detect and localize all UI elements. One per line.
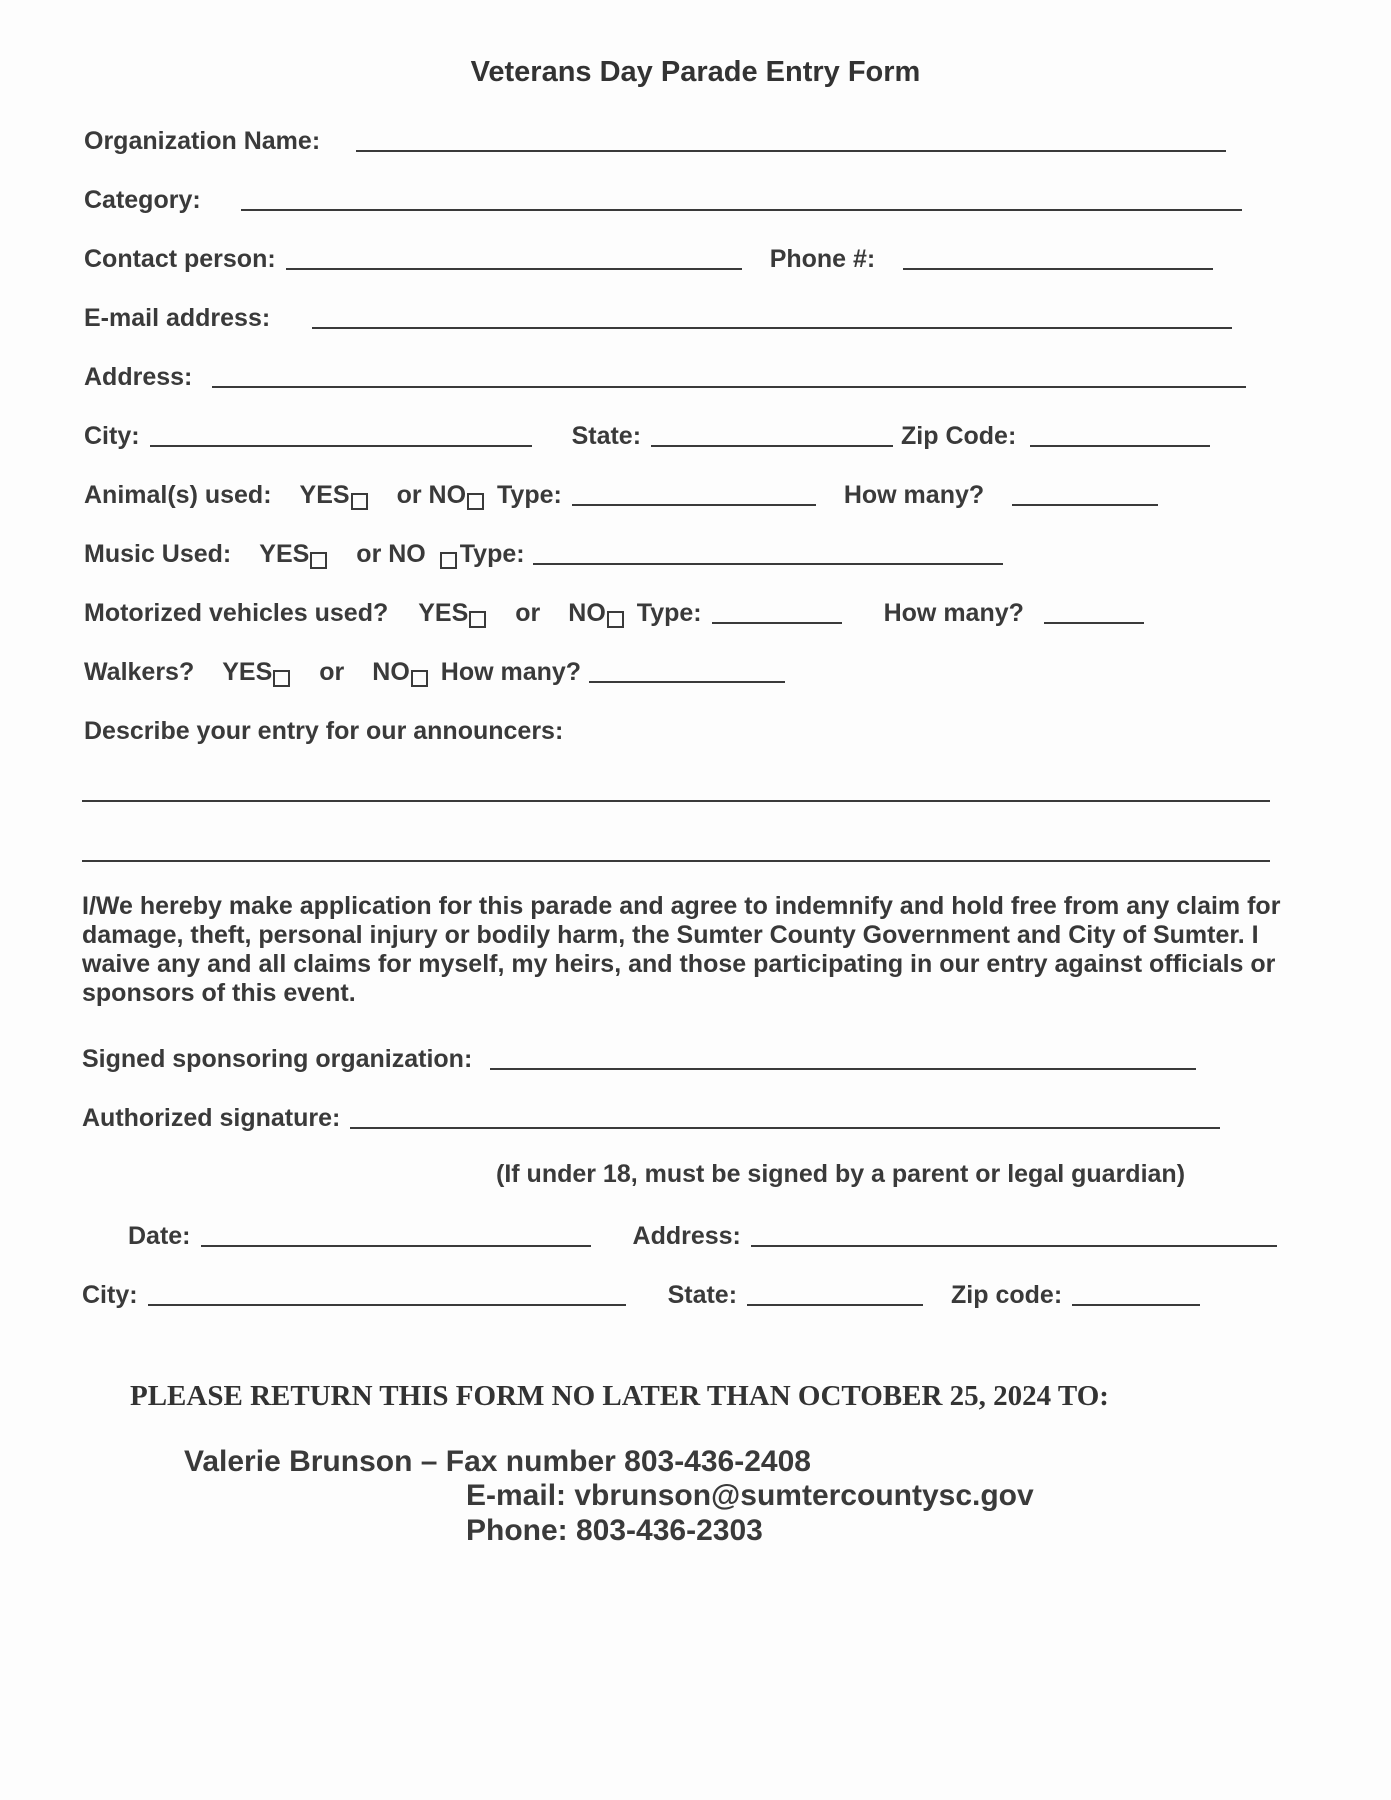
email-label: E-mail address: — [84, 304, 271, 332]
motorized-how-many-label: How many? — [883, 599, 1024, 627]
motorized-label: Motorized vehicles used? — [84, 599, 389, 627]
address-label: Address: — [84, 363, 193, 391]
walkers-no-checkbox[interactable] — [411, 670, 428, 687]
animals-or-no-label: or NO — [396, 481, 467, 509]
guardian-note: (If under 18, must be signed by a parent or legal guardian) — [496, 1160, 1186, 1188]
animals-how-many-label: How many? — [843, 481, 985, 509]
form-title: Veterans Day Parade Entry Form — [470, 56, 921, 88]
city-field[interactable] — [150, 421, 532, 447]
animals-used-label: Animal(s) used: — [84, 481, 272, 509]
describe-line-2[interactable] — [82, 860, 1270, 862]
sponsoring-org-field[interactable] — [490, 1044, 1196, 1070]
describe-label: Describe your entry for our announcers: — [84, 717, 564, 745]
motorized-how-many-field[interactable] — [1044, 598, 1144, 624]
authorized-signature-row — [82, 1097, 1220, 1133]
walkers-label: Walkers? — [84, 658, 195, 686]
contact-person-field[interactable] — [286, 244, 742, 270]
signer-zip-label: Zip code: — [951, 1281, 1063, 1309]
motorized-yes-checkbox[interactable] — [469, 611, 486, 628]
phone-field[interactable] — [903, 244, 1213, 270]
category-row — [84, 179, 1242, 215]
contact-row — [84, 238, 1213, 274]
motorized-yes-label: YES — [418, 599, 469, 627]
animals-type-label: Type: — [497, 481, 562, 509]
motorized-type-label: Type: — [636, 599, 702, 627]
signer-state-field[interactable] — [747, 1280, 923, 1306]
signer-state-label: State: — [667, 1281, 738, 1309]
organization-name-label: Organization Name: — [84, 127, 321, 155]
date-label: Date: — [128, 1222, 191, 1250]
sponsoring-org-label: Signed sponsoring organization: — [82, 1045, 473, 1073]
date-field[interactable] — [201, 1221, 591, 1247]
describe-row — [84, 710, 563, 746]
motorized-row — [84, 592, 1144, 628]
signer-address-label: Address: — [632, 1222, 741, 1250]
signer-city-state-zip-row — [82, 1274, 1200, 1310]
state-field[interactable] — [651, 421, 893, 447]
animals-no-checkbox[interactable] — [467, 493, 484, 510]
email-row — [84, 297, 1232, 333]
walkers-row — [84, 651, 785, 687]
animals-type-field[interactable] — [572, 480, 816, 506]
walkers-yes-checkbox[interactable] — [273, 670, 290, 687]
motorized-no-checkbox[interactable] — [607, 611, 624, 628]
email-field[interactable] — [312, 303, 1232, 329]
music-type-label: Type: — [459, 540, 525, 568]
phone-label: Phone #: — [769, 245, 876, 273]
city-label: City: — [84, 422, 140, 450]
signer-address-field[interactable] — [751, 1221, 1277, 1247]
animals-how-many-field[interactable] — [1012, 480, 1158, 506]
zip-label: Zip Code: — [901, 422, 1017, 450]
date-address-row — [128, 1215, 1277, 1251]
motorized-type-field[interactable] — [712, 598, 842, 624]
music-type-field[interactable] — [533, 539, 1003, 565]
state-label: State: — [571, 422, 642, 450]
authorized-signature-label: Authorized signature: — [82, 1104, 341, 1132]
organization-name-field[interactable] — [356, 126, 1226, 152]
music-yes-checkbox[interactable] — [310, 552, 327, 569]
category-field[interactable] — [241, 185, 1242, 211]
motorized-or-label: or — [515, 599, 541, 627]
waiver-paragraph: I/We hereby make application for this parade and agree to indemnify and hold free from any claim for damage, theft, personal injury or bodily harm, the Sumter County Government and City of Sumter. I waive any and all claims for myself, my heirs, and those participating in our entry against officials or sponsors of this event. — [82, 892, 1281, 1007]
organization-name-row — [84, 120, 1226, 156]
walkers-how-many-field[interactable] — [589, 657, 785, 683]
contact-phone: Phone: 803-436-2303 — [466, 1514, 763, 1547]
authorized-signature-field[interactable] — [350, 1103, 1220, 1129]
category-label: Category: — [84, 186, 201, 214]
walkers-yes-label: YES — [222, 658, 273, 686]
walkers-how-many-label: How many? — [440, 658, 582, 686]
music-yes-label: YES — [259, 540, 310, 568]
music-row — [84, 533, 1003, 569]
describe-line-1[interactable] — [82, 800, 1270, 802]
contact-person-label: Contact person: — [84, 245, 276, 273]
return-deadline: PLEASE RETURN THIS FORM NO LATER THAN OCTOBER 25, 2024 TO: — [130, 1380, 1109, 1412]
city-state-zip-row — [84, 415, 1210, 451]
contact-name-fax: Valerie Brunson – Fax number 803-436-2408 — [184, 1445, 811, 1478]
zip-field[interactable] — [1030, 421, 1210, 447]
animals-row — [84, 474, 1158, 510]
signer-zip-field[interactable] — [1072, 1280, 1200, 1306]
animals-yes-checkbox[interactable] — [351, 493, 368, 510]
signer-city-label: City: — [82, 1281, 138, 1309]
music-or-no-label: or NO — [356, 540, 426, 568]
signer-city-field[interactable] — [148, 1280, 626, 1306]
walkers-or-label: or — [319, 658, 345, 686]
contact-email: E-mail: vbrunson@sumtercountysc.gov — [466, 1479, 1034, 1512]
sponsoring-org-row — [82, 1038, 1196, 1074]
music-no-checkbox[interactable] — [440, 552, 457, 569]
walkers-no-label: NO — [372, 658, 410, 686]
motorized-no-label: NO — [568, 599, 606, 627]
address-row — [84, 356, 1246, 392]
music-used-label: Music Used: — [84, 540, 232, 568]
animals-yes-label: YES — [299, 481, 350, 509]
address-field[interactable] — [212, 362, 1246, 388]
